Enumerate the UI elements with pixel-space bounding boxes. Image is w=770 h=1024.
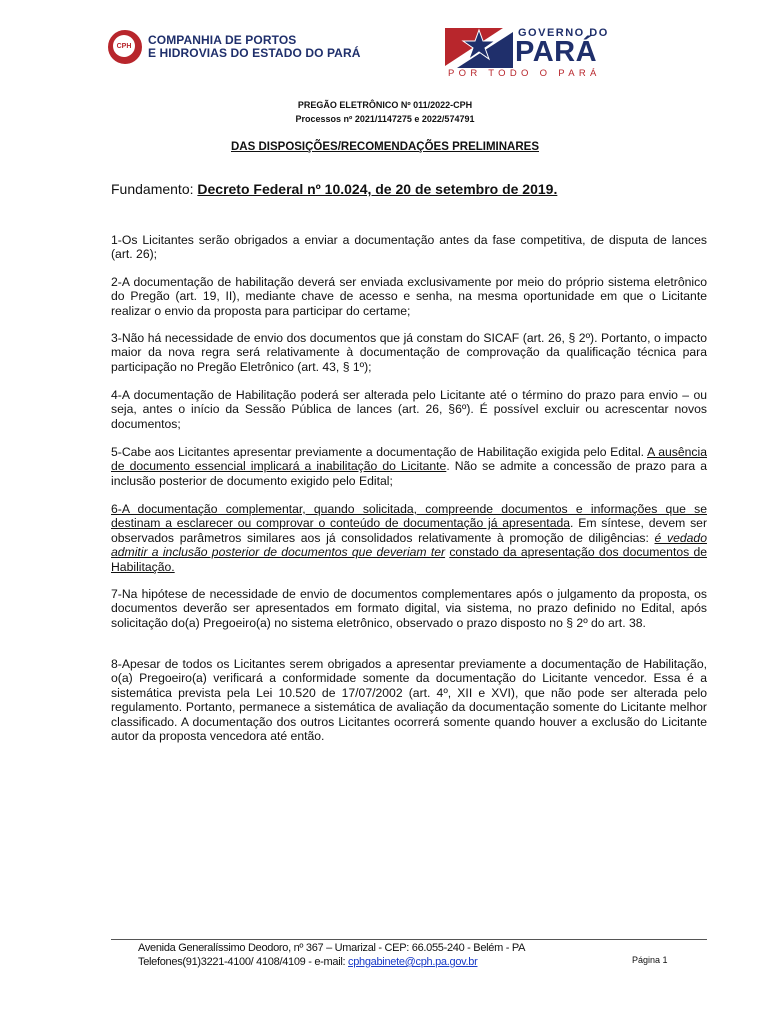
paragraph-4: 4-A documentação de Habilitação poderá ser alterada pelo Licitante até o término do prazo para envio – ou seja, antes o início da Sessão Pública de lances (art. 26, §6º). É possível excluir ou acrescentar novos documentos;	[111, 388, 707, 431]
para-text: PARÁ	[515, 36, 598, 68]
page-number: Página 1	[632, 955, 668, 965]
governo-do-text: GOVERNO DO	[518, 27, 609, 39]
cph-seal-icon	[108, 30, 142, 64]
para-flag-icon	[445, 24, 515, 70]
paragraph-6-emphasis: 6-A documentação complementar, quando solicitada, compreende documentos e informações que se destinam a esclarecer ou comprovar o conteúdo de documentação já apresentada	[111, 502, 707, 531]
footer-phones: Telefones(91)3221-4100/ 4108/4109 - e-mail:	[138, 956, 349, 968]
fundamento-line	[111, 181, 557, 197]
cph-logo	[108, 30, 360, 64]
section-title: DAS DISPOSIÇÕES/RECOMENDAÇÕES PRELIMINARES	[231, 141, 539, 153]
footer-email-link[interactable]: cphgabinete@cph.pa.gov.br	[348, 956, 478, 968]
pregao-title: PREGÃO ELETRÔNICO Nº 011/2022-CPH	[297, 100, 473, 110]
footer-contact	[138, 956, 477, 968]
governo-para-logo	[445, 22, 655, 82]
footer-address: Avenida Generalíssimo Deodoro, nº 367 – Umarizal - CEP: 66.055-240 - Belém - PA	[138, 942, 526, 954]
cph-name-line2: E HIDROVIAS DO ESTADO DO PARÁ	[148, 46, 361, 60]
fundamento-reference: Decreto Federal nº 10.024, de 20 de setembro de 2019.	[197, 181, 558, 197]
paragraph-1: 1-Os Licitantes serão obrigados a enviar a documentação antes da fase competitiva, de disputa de lances (art. 26);	[111, 233, 707, 262]
cph-name-line1: COMPANHIA DE PORTOS	[148, 33, 297, 47]
cph-seal-text: CPH	[116, 42, 132, 50]
paragraph-6	[111, 502, 707, 574]
processos-subtitle: Processos nº 2021/1147275 e 2022/574791	[295, 114, 475, 124]
paragraph-7: 7-Na hipótese de necessidade de envio de documentos complementares após o julgamento da proposta, os documentos deverão ser apresentados em formato digital, via sistema, no prazo definido no Edital, após solicitação do(a) Pregoeiro(a) no sistema eletrônico, observado o prazo disposto no § 2º do art. 38.	[111, 587, 707, 630]
paragraph-6-italic-emphasis: é vedado admitir a inclusão posterior de documentos que deveriam ter	[111, 530, 707, 560]
slogan-text: POR TODO O PARÁ	[448, 68, 601, 79]
paragraph-5-part-a: 5-Cabe aos Licitantes apresentar previamente a documentação de Habilitação exigida pelo Edital.	[111, 445, 648, 459]
footer-divider	[111, 939, 707, 940]
paragraph-5-emphasis: A ausência de documento essencial implicará a inabilitação do Licitante	[111, 445, 707, 474]
paragraph-3: 3-Não há necessidade de envio dos documentos que já constam do SICAF (art. 26, § 2º). Portanto, o impacto maior da nova regra será relativamente à documentação de comprovação da qualificação técnica para participação no Pregão Eletrônico (art. 43, § 1º);	[111, 331, 707, 374]
paragraph-6-part-d: constado da apresentação dos documentos de Habilitação.	[111, 545, 708, 574]
paragraph-5-part-c: . Não se admite a concessão de prazo para a inclusão posterior de documento exigido pelo Edital;	[111, 459, 707, 488]
paragraph-5	[111, 445, 707, 488]
paragraph-2: 2-A documentação de habilitação deverá ser enviada exclusivamente por meio do próprio sistema eletrônico do Pregão (art. 19, II), mediante chave de acesso e senha, na mesma oportunidade em que o Licitante realizar o envio da proposta para participar do certame;	[111, 275, 707, 318]
paragraph-8: 8-Apesar de todos os Licitantes serem obrigados a apresentar previamente a documentação de Habilitação, o(a) Pregoeiro(a) verificará a conformidade somente da documentação do Licitante vencedor. Essa é a sistemática prevista pela Lei 10.520 de 17/07/2002 (art. 4º, XII e XVI), que não pode ser alterada pelo regulamento. Portanto, permanece a sistemática de avaliação da documentação somente do Licitante melhor classificado. A documentação dos outros Licitantes ocorrerá somente quando houver a exclusão do Licitante autor da proposta vencedora até então.	[111, 657, 707, 744]
paragraph-6-part-b: . Em síntese, devem ser observados parâmetros similares aos já consolidados relativamente à promoção de diligências:	[111, 516, 707, 545]
fundamento-label: Fundamento:	[111, 181, 194, 197]
